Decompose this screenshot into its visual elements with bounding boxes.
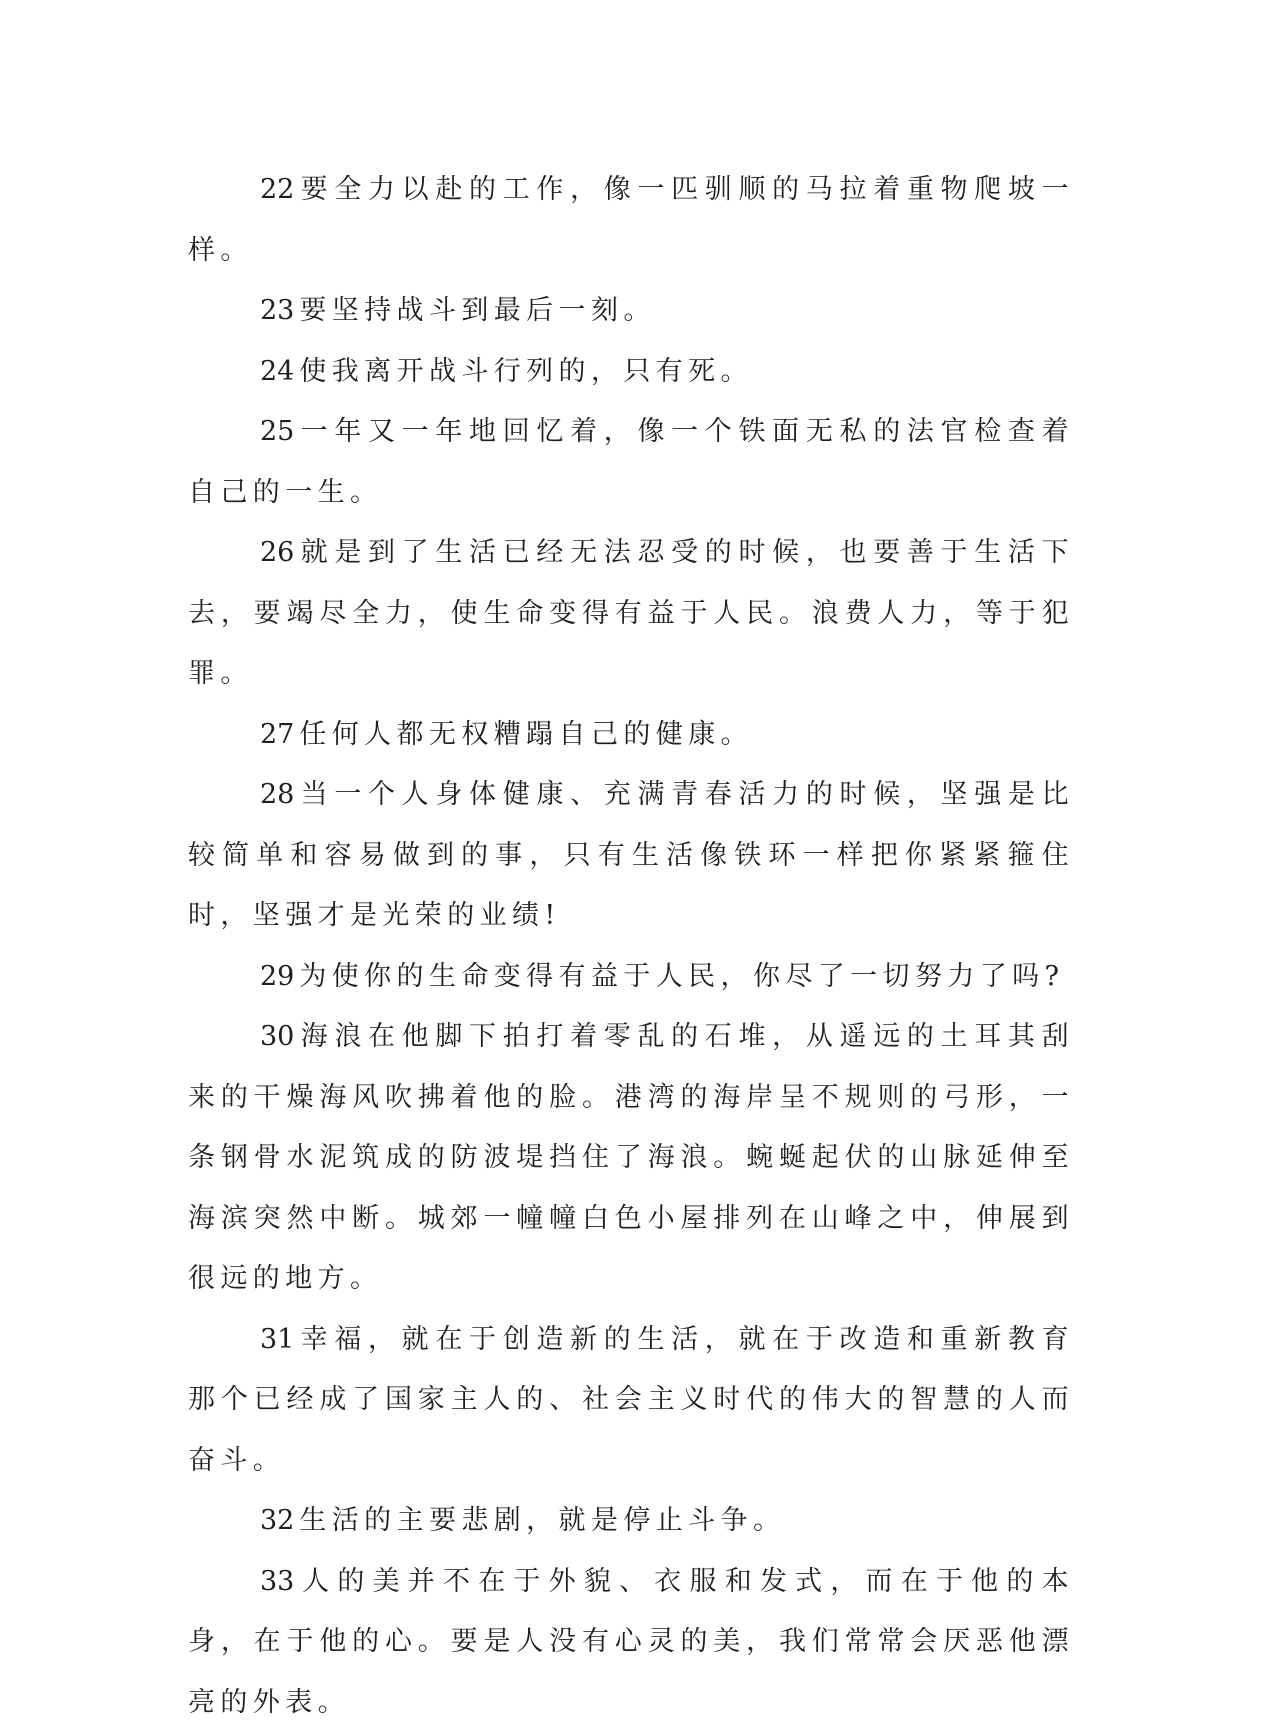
paragraph-22 [188,160,1074,281]
paragraph-text: 任何人都无权糟蹋自己的健康。 [299,719,753,750]
paragraph-text: 要全力以赴的工作，像一匹驯顺的马拉着重物爬坡一样。 [188,174,1074,266]
paragraph-text: 生活的主要悲剧，就是停止斗争。 [299,1505,785,1536]
paragraph-number: 28 [260,779,294,810]
paragraph-number: 23 [260,295,294,326]
paragraph-30 [188,1007,1074,1310]
paragraph-number: 26 [260,537,294,568]
paragraph-26 [188,523,1074,705]
paragraph-text: 一年又一年地回忆着，像一个铁面无私的法官检查着自己的一生。 [188,416,1074,508]
paragraph-number: 22 [260,174,294,205]
paragraph-31 [188,1310,1074,1492]
paragraph-24 [188,342,1074,403]
paragraph-text: 要坚持战斗到最后一刻。 [299,295,655,326]
paragraph-32 [188,1491,1074,1552]
paragraph-number: 33 [260,1566,294,1597]
paragraph-text: 当一个人身体健康、充满青春活力的时候，坚强是比较简单和容易做到的事，只有生活像铁环一样把你紧紧箍住时，坚强才是光荣的业绩! [188,779,1074,931]
paragraph-number: 30 [260,1021,294,1052]
paragraph-text: 为使你的生命变得有益于人民，你尽了一切努力了吗? [299,961,1064,992]
paragraph-number: 29 [260,961,294,992]
paragraph-text: 幸福，就在于创造新的生活，就在于改造和重新教育那个已经成了国家主人的、社会主义时代的伟大的智慧的人而奋斗。 [188,1324,1074,1476]
paragraph-number: 31 [260,1324,294,1355]
paragraph-number: 27 [260,719,294,750]
document-body [188,160,1074,1733]
paragraph-text: 海浪在他脚下拍打着零乱的石堆，从遥远的土耳其刮来的干燥海风吹拂着他的脸。港湾的海岸呈不规则的弓形，一条钢骨水泥筑成的防波堤挡住了海浪。蜿蜒起伏的山脉延伸至海滨突然中断。城郊一幢幢白色小屋排列在山峰之中，伸展到很远的地方。 [188,1021,1074,1294]
paragraph-text: 就是到了生活已经无法忍受的时候，也要善于生活下去，要竭尽全力，使生命变得有益于人民。浪费人力，等于犯罪。 [188,537,1074,689]
paragraph-number: 32 [260,1505,294,1536]
paragraph-text: 人的美并不在于外貌、衣服和发式，而在于他的本身，在于他的心。要是人没有心灵的美，我们常常会厌恶他漂亮的外表。 [188,1566,1074,1718]
paragraph-text: 使我离开战斗行列的，只有死。 [299,356,753,387]
paragraph-number: 25 [260,416,294,447]
paragraph-number: 24 [260,356,294,387]
paragraph-25 [188,402,1074,523]
paragraph-33 [188,1552,1074,1733]
paragraph-28 [188,765,1074,947]
paragraph-27 [188,705,1074,766]
paragraph-23 [188,281,1074,342]
paragraph-29 [188,947,1074,1008]
